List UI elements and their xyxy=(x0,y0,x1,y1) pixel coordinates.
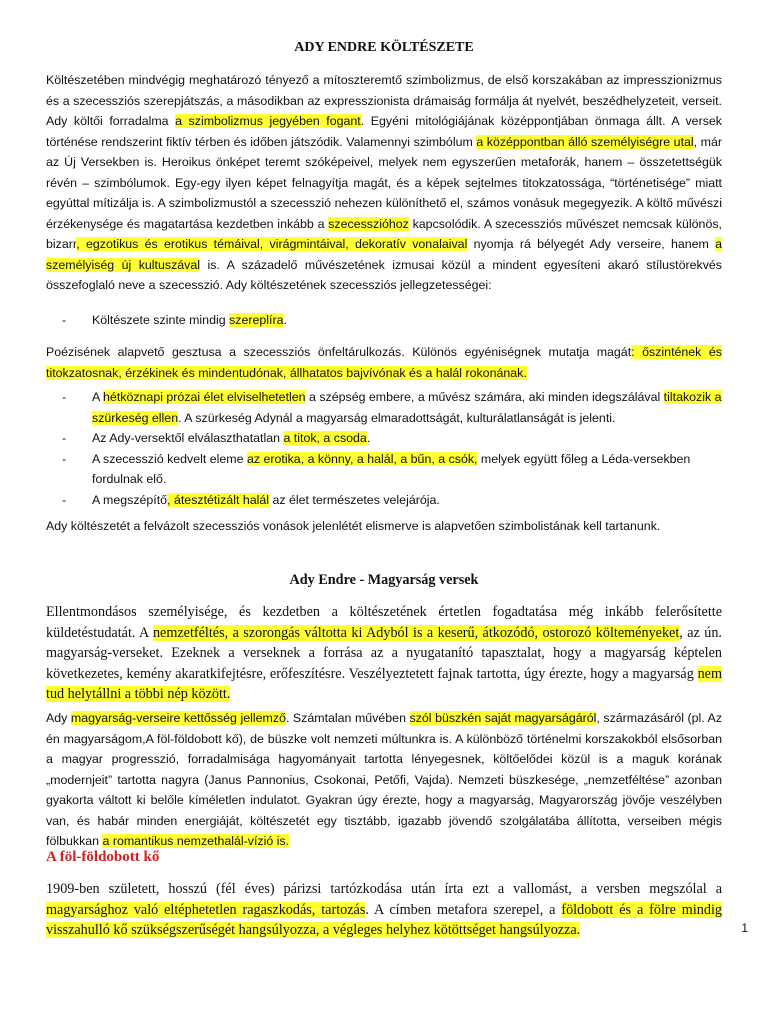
bullet-dash: - xyxy=(62,313,67,327)
text-run: az élet természetes velejárója. xyxy=(269,492,440,507)
section-title-ady-endre-kolteszete: ADY ENDRE KÖLTÉSZETE xyxy=(294,40,474,55)
section-title-magyarsag-versek: Ady Endre - Magyarság versek xyxy=(289,572,479,588)
highlighted-text: , átesztétizált halál xyxy=(167,492,270,507)
highlighted-text: szól büszkén saját magyarságáról xyxy=(409,711,597,725)
text-run: . xyxy=(283,313,287,327)
bullet-item xyxy=(62,428,722,449)
highlighted-text: a középpontban álló személyiségre utal xyxy=(476,134,694,149)
highlighted-text: magyarsághoz való eltéphetetlen ragaszkodás, tartozás xyxy=(46,901,366,918)
bullet-list-2 xyxy=(62,387,722,510)
bullet-item xyxy=(62,310,722,331)
highlighted-text: az erotika, a könny, a halál, a bűn, a csók, xyxy=(246,451,478,466)
paragraph-poezis xyxy=(46,342,722,383)
highlighted-text: nemzetféltés, a szorongás váltotta ki Adyból is a keserű, átkozódó, ostorozó költeményeket xyxy=(152,624,680,641)
text-run: , már az Új Versekben is. Heroikus önképet teremt szóképeivel, melyek nem egyszerűen metaforák, hanem – összetettségük révén – szimbólumok. Egy-egy ilyen képet felnagyítja magát, és a képek sejtelmes titokzatossága, “történetisége” miatt egyúttal mítizálja is. A szimbolizmustól a szecesszió nehezen különíthető el, számos vonásuk megegyezik. A költő művészi érzékenysége és magatartása kezdetben inkább a xyxy=(46,134,722,231)
highlighted-text: földobott és a fölre mindig visszahulló kő szükségszerűségét hangsúlyozza, a végleges helyhez kötöttséget hangsúlyozza. xyxy=(46,901,722,938)
bullet-dash: - xyxy=(62,431,67,445)
text-run: Ady xyxy=(46,711,71,725)
bullet-item xyxy=(62,449,722,490)
highlighted-text: nem tud helytállni a többi nép között. xyxy=(46,665,722,702)
text-run: melyek együtt főleg a Léda-versekben fordulnak elő. xyxy=(92,451,691,486)
paragraph-magyarsag-2 xyxy=(46,708,722,852)
text-run: , az ún. magyarság-verseket. Ezeknek a verseknek a forrása az a nyugatanító tapasztalat, hogy a magyarság képtelen következetes, kemény akaratkifejtésre, erőfeszítésre. Veszélyeztetett fajnak tartotta, úgy érezte, hogy a magyarság xyxy=(46,624,722,682)
text-run: . Számtalan művében xyxy=(285,711,410,725)
highlighted-text: , egzotikus és erotikus témáival, virágmintáival, dekoratív vonalaival xyxy=(76,237,468,251)
paragraph-magyarsag-1 xyxy=(46,602,722,705)
text-run: Ady költészetét a felvázolt szecessziós vonások jelenlétét elismerve is alapvetően szimbolistának kell tartanunk. xyxy=(46,519,661,533)
text-run: Költészete szinte mindig xyxy=(92,313,230,327)
page-number: 1 xyxy=(741,921,748,935)
text-run: Ellentmondásos személyisége, és kezdetben a költészetének értetlen fogadtatása még inkább felerősítette küldetéstudatát. A xyxy=(46,604,722,641)
highlighted-text: magyarság-verseire kettősség jellemző xyxy=(70,711,286,725)
text-run: A megszépítő xyxy=(92,492,168,507)
bullet-dash: - xyxy=(62,390,67,404)
bullet-item xyxy=(62,387,722,428)
text-run: Az Ady-versektől elválaszthatatlan xyxy=(92,431,284,445)
text-run: A szecesszió kedvelt eleme xyxy=(92,451,247,466)
paragraph-conclusion xyxy=(46,516,722,537)
highlighted-text: szecesszióhoz xyxy=(328,216,409,231)
section-title-fol-foldobott-ko: A föl-földobott kő xyxy=(46,849,160,865)
highlighted-text: tiltakozik a szürkeség ellen xyxy=(92,390,722,425)
paragraph-fol-foldobott-ko xyxy=(46,879,722,941)
highlighted-text: a romantikus nemzethalál-vízió is. xyxy=(102,834,290,848)
highlighted-text: a személyiség új kultuszával xyxy=(46,237,723,272)
bullet-item xyxy=(62,490,722,511)
text-run: . A szürkeség Adynál a magyarság elmaradottságát, kulturálatlanságát is jelenti. xyxy=(178,410,616,425)
text-run: A xyxy=(92,390,104,404)
text-run: Poézisének alapvető gesztusa a szecessziós önfeltárulkozás. Különös egyéniségnek mutatja magát xyxy=(46,345,632,359)
paragraph-intro xyxy=(46,70,722,296)
text-run: Költészetében mindvégig meghatározó tényező a mítoszteremtő szimbolizmus, de első korszakában az impresszionizmus és a szecessziós szerepjátszás, a másodikban az expresszionista drámaiság formálja át nyelvét, beszédhelyzeteit, verseit. Ady költői forradalma xyxy=(46,73,722,128)
highlighted-text: : őszintének és titokzatosnak, érzékinek és mindentudónak, állhatatos bajvívónak és a halál rokonának. xyxy=(46,345,723,380)
bullet-dash: - xyxy=(62,451,67,466)
text-run: a szépség embere, a művész számára, aki minden idegszálával xyxy=(305,390,664,404)
text-run: . Egyéni mitológiájának középpontjában önmaga állt. A versek történése rendszerint fiktív térben és időben játszódik. Valamennyi szimbólum xyxy=(46,114,722,149)
text-run: kapcsolódik. A szecessziós művészet nemcsak különös, bizarr xyxy=(46,216,722,251)
highlighted-text: szereplíra xyxy=(229,313,284,327)
text-run: , származásáról (pl. Az én magyarságom,A föl-földobott kő), de büszke volt nemzeti múltunkra is. A különböző történelmi korszakokból elsősorban a magyar progresszió, forradalmisága hagyományait tartotta lényegesnek, költőelődei közül is a maguk korának „modernjeit” tartotta nagyra (Janus Pannonius, Csokonai, Petőfi, Vajda). Nemzeti büszkesége, „nemzetféltése” azonban gyakorta váltott ki belőle kíméletlen indulatot. Gyakran úgy érezte, hogy a magyarság, Magyarország jövője veszélyben van, és habár minden energiáját, költészetét egy tisztább, igazabb jövendő szolgálatába állította, verseiben mégis fölbukkan xyxy=(46,711,723,848)
text-run: 1909-ben született, hosszú (fél éves) párizsi tartózkodása után írta ezt a vallomást, a versben megszólal a xyxy=(46,881,722,897)
text-run: nyomja rá bélyegét Ady verseire, hanem xyxy=(467,237,716,251)
highlighted-text: a titok, a csoda xyxy=(283,431,367,445)
text-run: . A címben metafora szerepel, a xyxy=(365,901,562,918)
text-run: is. A századelő művészetének izmusai közül a mindent egyesíteni akaró stílustörekvés összefoglaló neve a szecesszió. Ady költészetének szecessziós jellegzetességei: xyxy=(46,257,723,292)
highlighted-text: hétköznapi prózai élet elviselhetetlen xyxy=(103,390,306,404)
highlighted-text: a szimbolizmus jegyében fogant xyxy=(175,114,361,128)
text-run: . xyxy=(366,431,371,445)
bullet-dash: - xyxy=(62,492,67,507)
bullet-list-1 xyxy=(62,310,722,331)
